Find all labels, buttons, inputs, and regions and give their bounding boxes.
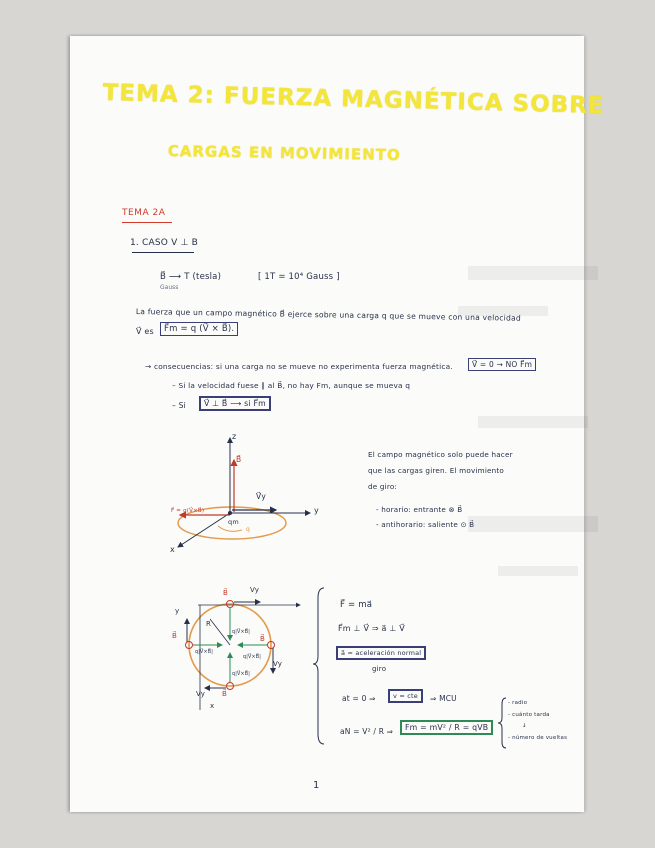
vy-label: V⃗y [256, 492, 266, 501]
y-label: y [314, 506, 319, 515]
consequence-box2: V⃗ ⊥ B⃗ ⟶ si F⃗m [199, 396, 271, 411]
axes-diagram [160, 430, 330, 560]
b-unit: B⃗ ⟶ T (tesla) [160, 272, 222, 282]
consequence-box1: V⃗ = 0 → NO F⃗m [468, 358, 536, 371]
b-bottom-label: B⃗ [222, 690, 228, 698]
force-definition-line1: La fuerza que un campo magnético B⃗ ejerce sobre una carga q que se mueve con una velocidad [135, 307, 521, 323]
q-label: q [246, 526, 251, 533]
qm-label: qm [228, 518, 239, 526]
case1-heading: 1. CASO V ⊥ B [130, 238, 199, 248]
perpendicular-relation: F⃗m ⊥ V⃗ ⇒ a⃗ ⊥ V⃗ [338, 624, 405, 633]
b-left-label: B⃗ [172, 632, 178, 640]
force-definition-line2: V⃗ es [136, 327, 154, 336]
note-line2: que las cargas giren. El movimiento [368, 466, 505, 475]
force-label-2: q|V⃗×B⃗| [195, 650, 214, 655]
note-line3: de giro: [368, 482, 398, 491]
note-antihorario: - antihorario: saliente ⊙ B⃗ [376, 520, 475, 529]
b-label: B⃗ [236, 455, 242, 464]
right-brace [497, 696, 507, 750]
vy-bottom-label: Vy [196, 690, 206, 698]
force-label-1: q|V⃗×B⃗| [232, 630, 251, 635]
force-label: F⃗ = q(V⃗×B⃗) [171, 508, 205, 514]
vy-top-label: Vy [250, 586, 260, 594]
page-number: 1 [313, 780, 320, 791]
left-brace [312, 586, 326, 746]
consequence-line2: – Si la velocidad fuese ∥ al B⃗, no hay Fm, aunque se mueva q [172, 381, 411, 390]
tesla-gauss-conversion: [ 1T = 10⁴ Gauss ] [258, 272, 340, 282]
section-heading: TEMA 2A [122, 208, 166, 218]
z-label: z [232, 432, 237, 441]
x-axis [178, 513, 230, 547]
note-horario: - horario: entrante ⊗ B⃗ [376, 505, 463, 514]
page-title-line2: CARGAS EN MOVIMIENTO [167, 142, 401, 165]
side-note-turns: - número de vueltas [508, 735, 568, 741]
b-right-label: B⃗ [260, 635, 266, 643]
orbit-arrow [218, 526, 242, 531]
mcu-label: ⇒ MCU [430, 694, 457, 703]
force-label-3: q|V⃗×B⃗| [243, 655, 262, 660]
tangential-acceleration: at = 0 ⇒ [342, 694, 376, 703]
radius-line [210, 619, 230, 645]
section-underline [122, 222, 172, 223]
side-note-arrow: ↓ [522, 723, 527, 729]
page-title-line1: TEMA 2: FUERZA MAGNÉTICA SOBRE [102, 80, 605, 120]
normal-acceleration-box: a⃗ = aceleración normal [336, 646, 426, 660]
lorentz-force-formula: F⃗m = q (V⃗ × B⃗). [160, 322, 238, 336]
radius-label: R [206, 620, 212, 628]
x-label: x [170, 545, 175, 554]
constant-velocity-box: v = cte [388, 689, 423, 703]
axis-y-label: y [175, 607, 180, 615]
note-line1: El campo magnético solo puede hacer [368, 450, 513, 459]
case1-underline [132, 252, 194, 253]
b-unit-note: Gauss [160, 284, 179, 291]
side-note-time: - cuánto tarda [508, 712, 550, 718]
consequence-line3: – Si [172, 401, 186, 410]
axis-x-label: x [210, 702, 215, 710]
vy-right-label: Vy [273, 660, 283, 668]
magnetic-force-box: Fm = mV² / R = qVB [400, 720, 493, 735]
b-top-label: B⃗ [223, 589, 229, 597]
normal-acceleration-equation: aN = V² / R ⇒ [340, 727, 394, 736]
consequence-line1: → consecuencias: si una carga no se mueve no experimenta fuerza magnética. [145, 362, 453, 371]
charge-dot [228, 511, 232, 515]
giro-label: giro [372, 665, 387, 673]
force-label-4: q|V⃗×B⃗| [232, 672, 251, 677]
side-note-radius: - radio [508, 700, 528, 706]
circular-motion-diagram [160, 585, 320, 715]
newton-equation: F⃗ = ma⃗ [340, 600, 373, 610]
